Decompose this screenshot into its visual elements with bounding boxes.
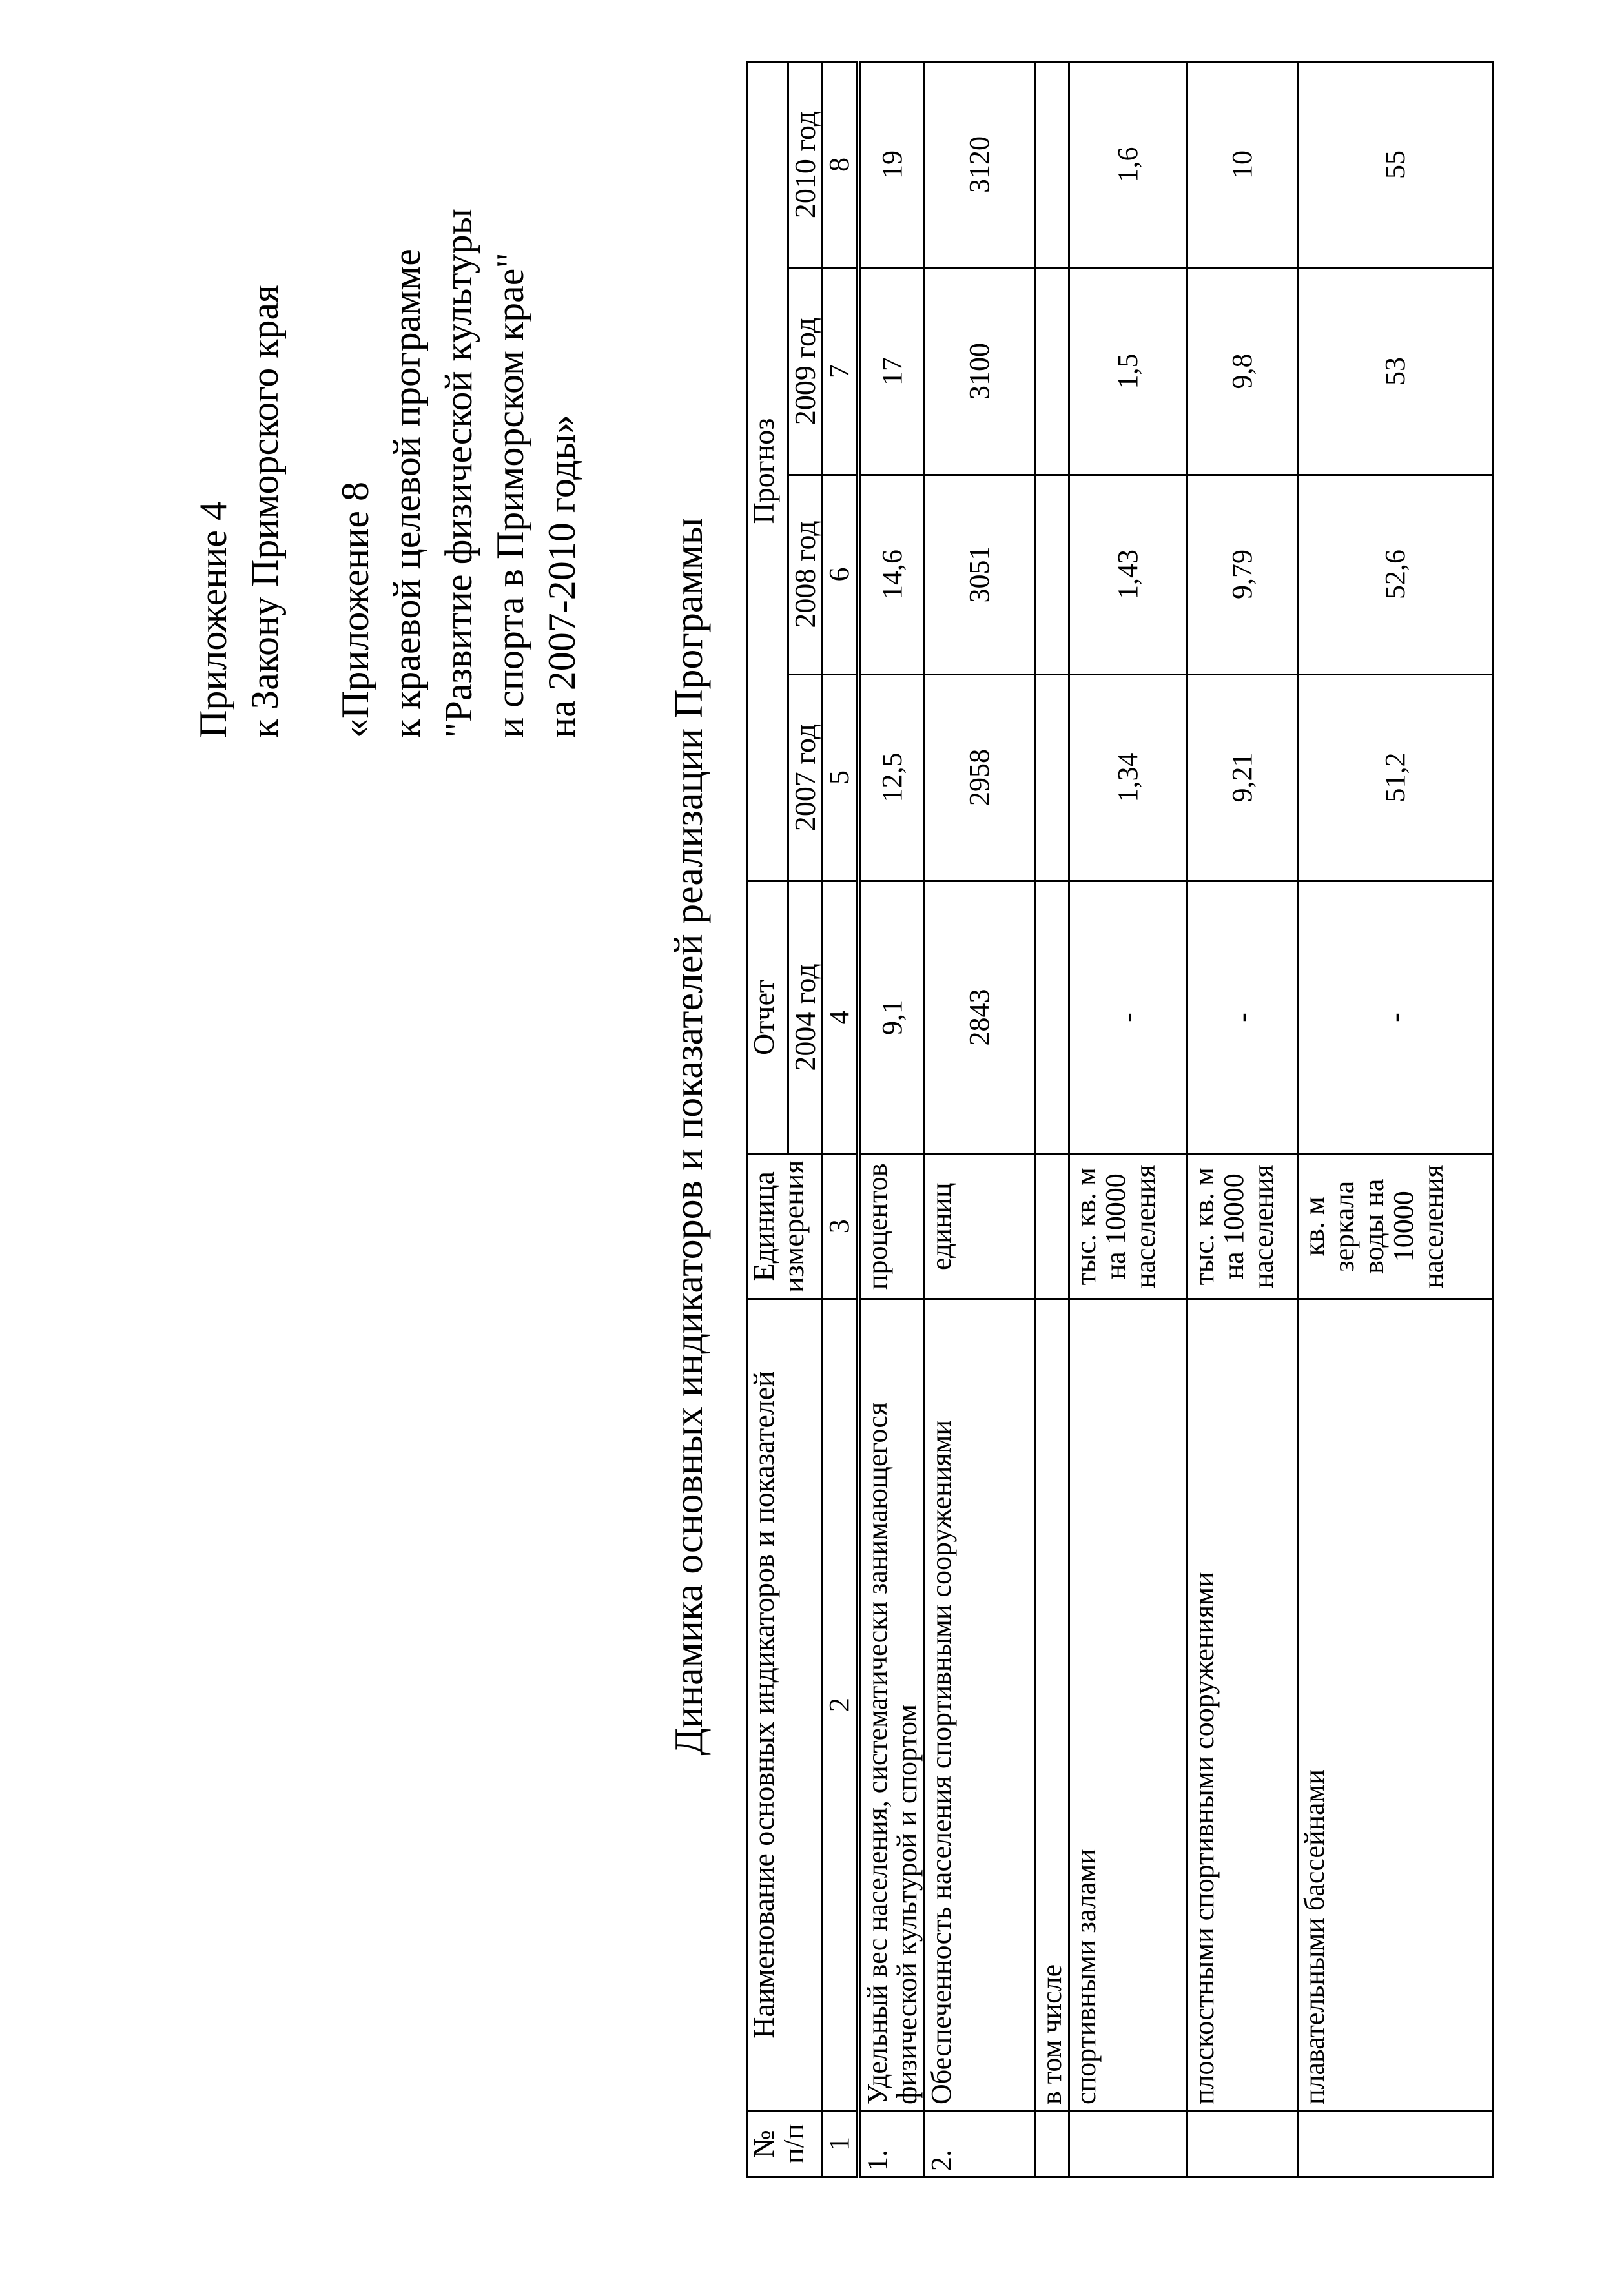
indicator-name: Удельный вес населения, систематически занимающегося физической культурой и спортом [859, 1299, 925, 2111]
header-line: к Закону Приморского края [243, 285, 286, 738]
header-2008: 2008 год [788, 475, 823, 674]
value-cell: 55 [1298, 61, 1493, 268]
row-number: 1. [859, 2111, 925, 2177]
value-cell: 1,43 [1069, 475, 1187, 674]
table-row [1035, 61, 1069, 2177]
value-cell: 3120 [925, 61, 1035, 268]
value-cell: 12,5 [859, 674, 925, 881]
table-row [1187, 61, 1298, 2177]
unit-cell: кв. м зеркала воды на 10000 населения [1298, 1154, 1493, 1299]
value-cell: 2843 [925, 881, 1035, 1154]
header-num: № п/п [747, 2111, 823, 2177]
value-cell [1035, 881, 1069, 1154]
row-number: 2. [925, 2111, 1035, 2177]
value-cell: 10 [1187, 61, 1298, 268]
column-number: 4 [823, 881, 859, 1154]
header-line: Приложение 4 [192, 500, 234, 738]
table-row [859, 61, 925, 2177]
table-row [1298, 61, 1493, 2177]
unit-cell: процентов [859, 1154, 925, 1299]
value-cell: 17 [859, 268, 925, 475]
header-2004: 2004 год [788, 881, 823, 1154]
indicators-table [746, 61, 1494, 2178]
value-cell: - [1298, 881, 1493, 1154]
column-number: 5 [823, 674, 859, 881]
value-cell: 2958 [925, 674, 1035, 881]
value-cell: - [1069, 881, 1187, 1154]
value-cell: 52,6 [1298, 475, 1493, 674]
value-cell: 1,34 [1069, 674, 1187, 881]
column-number: 3 [823, 1154, 859, 1299]
value-cell: 3051 [925, 475, 1035, 674]
header-line: на 2007-2010 годы» [540, 415, 583, 738]
column-number: 6 [823, 475, 859, 674]
table-row [1069, 61, 1187, 2177]
header-unit: Единица измерения [747, 1154, 823, 1299]
column-number: 2 [823, 1299, 859, 2111]
document-title: Динамика основных индикаторов и показателей реализации Программы [667, 517, 711, 1756]
appendix-header-program [329, 209, 588, 738]
header-2009: 2009 год [788, 268, 823, 475]
header-2007: 2007 год [788, 674, 823, 881]
header-line: и спорта в Приморском крае" [489, 252, 531, 738]
value-cell: 9,8 [1187, 268, 1298, 475]
value-cell: - [1187, 881, 1298, 1154]
row-number [1187, 2111, 1298, 2177]
indicator-name: плавательными бассейнами [1298, 1299, 1493, 2111]
value-cell: 1,5 [1069, 268, 1187, 475]
value-cell: 19 [859, 61, 925, 268]
row-number [1298, 2111, 1493, 2177]
header-2010: 2010 год [788, 61, 823, 268]
row-number [1035, 2111, 1069, 2177]
value-cell: 53 [1298, 268, 1493, 475]
header-forecast: Прогноз [747, 61, 788, 881]
header-line: "Развитие физической культуры [437, 209, 480, 738]
indicator-name: плоскостными спортивными сооружениями [1187, 1299, 1298, 2111]
value-cell: 9,79 [1187, 475, 1298, 674]
row-number [1069, 2111, 1187, 2177]
column-number: 1 [823, 2111, 859, 2177]
value-cell [1035, 268, 1069, 475]
table-row [925, 61, 1035, 2177]
indicator-name: в том числе [1035, 1299, 1069, 2111]
value-cell [1035, 674, 1069, 881]
column-number: 7 [823, 268, 859, 475]
value-cell: 3100 [925, 268, 1035, 475]
unit-cell [1035, 1154, 1069, 1299]
value-cell: 14,6 [859, 475, 925, 674]
value-cell: 9,21 [1187, 674, 1298, 881]
value-cell: 1,6 [1069, 61, 1187, 268]
value-cell [1035, 475, 1069, 674]
appendix-header-law [187, 285, 291, 738]
column-number-row [823, 61, 859, 2177]
header-line: «Приложение 8 [334, 481, 376, 738]
header-line: к краевой целевой программе [385, 249, 428, 738]
column-number: 8 [823, 61, 859, 268]
header-name: Наименование основных индикаторов и показателей [747, 1299, 823, 2111]
indicator-name: Обеспеченность населения спортивными сооружениями [925, 1299, 1035, 2111]
unit-cell: единиц [925, 1154, 1035, 1299]
value-cell: 9,1 [859, 881, 925, 1154]
header-report: Отчет [747, 881, 788, 1154]
unit-cell: тыс. кв. м на 10000 населения [1069, 1154, 1187, 1299]
unit-cell: тыс. кв. м на 10000 населения [1187, 1154, 1298, 1299]
value-cell: 51,2 [1298, 674, 1493, 881]
indicator-name: спортивными залами [1069, 1299, 1187, 2111]
value-cell [1035, 61, 1069, 268]
